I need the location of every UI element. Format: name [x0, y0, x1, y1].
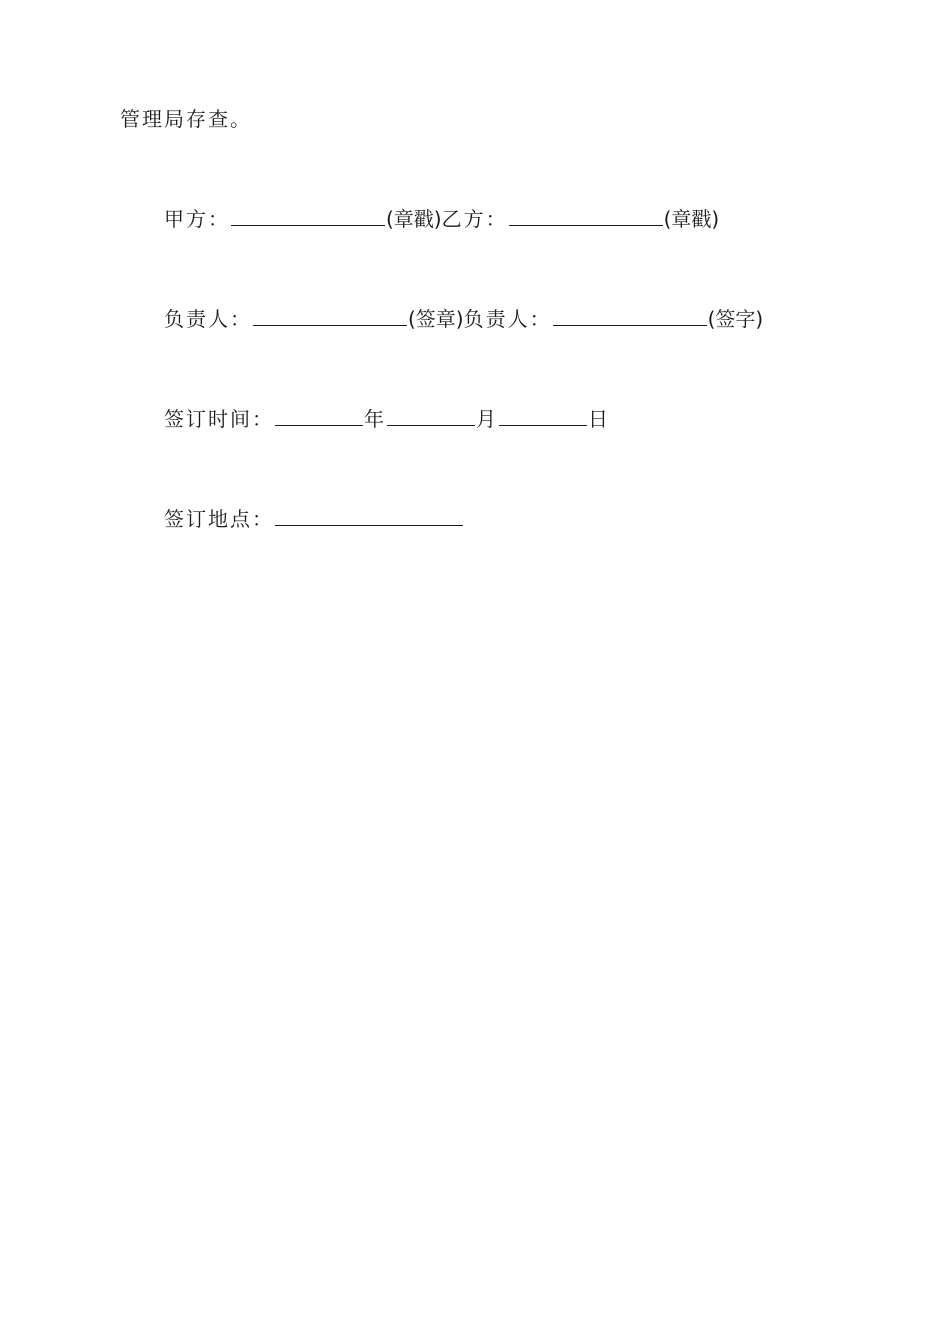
person-b-label: 负责人：: [463, 307, 552, 331]
month-blank[interactable]: [387, 407, 475, 426]
place-blank[interactable]: [275, 507, 463, 526]
signing-date-line: [164, 405, 610, 433]
person-a-seal-note: (签章): [408, 307, 464, 331]
continuation-label: 管理局存查。: [120, 107, 252, 131]
person-a-blank[interactable]: [253, 307, 407, 326]
signing-date-label: 签订时间：: [164, 407, 274, 431]
year-blank[interactable]: [275, 407, 363, 426]
year-label: 年: [364, 407, 386, 431]
party-b-blank[interactable]: [509, 207, 663, 226]
responsible-person-line: [164, 305, 763, 333]
month-label: 月: [476, 407, 498, 431]
party-b-label: 乙方：: [441, 207, 508, 231]
signing-place-label: 签订地点：: [164, 507, 274, 531]
party-a-label: 甲方：: [164, 207, 230, 231]
person-b-blank[interactable]: [553, 307, 707, 326]
party-a-seal-note: (章戳): [386, 207, 442, 231]
person-a-label: 负责人：: [164, 307, 252, 331]
party-a-blank[interactable]: [231, 207, 385, 226]
party-signature-line: [164, 205, 719, 233]
day-blank[interactable]: [499, 407, 587, 426]
party-b-seal-note: (章戳): [663, 207, 720, 231]
person-b-sign-note: (签字): [707, 307, 764, 331]
signing-place-line: [164, 505, 464, 533]
continuation-text: [120, 105, 252, 133]
day-label: 日: [588, 407, 610, 431]
